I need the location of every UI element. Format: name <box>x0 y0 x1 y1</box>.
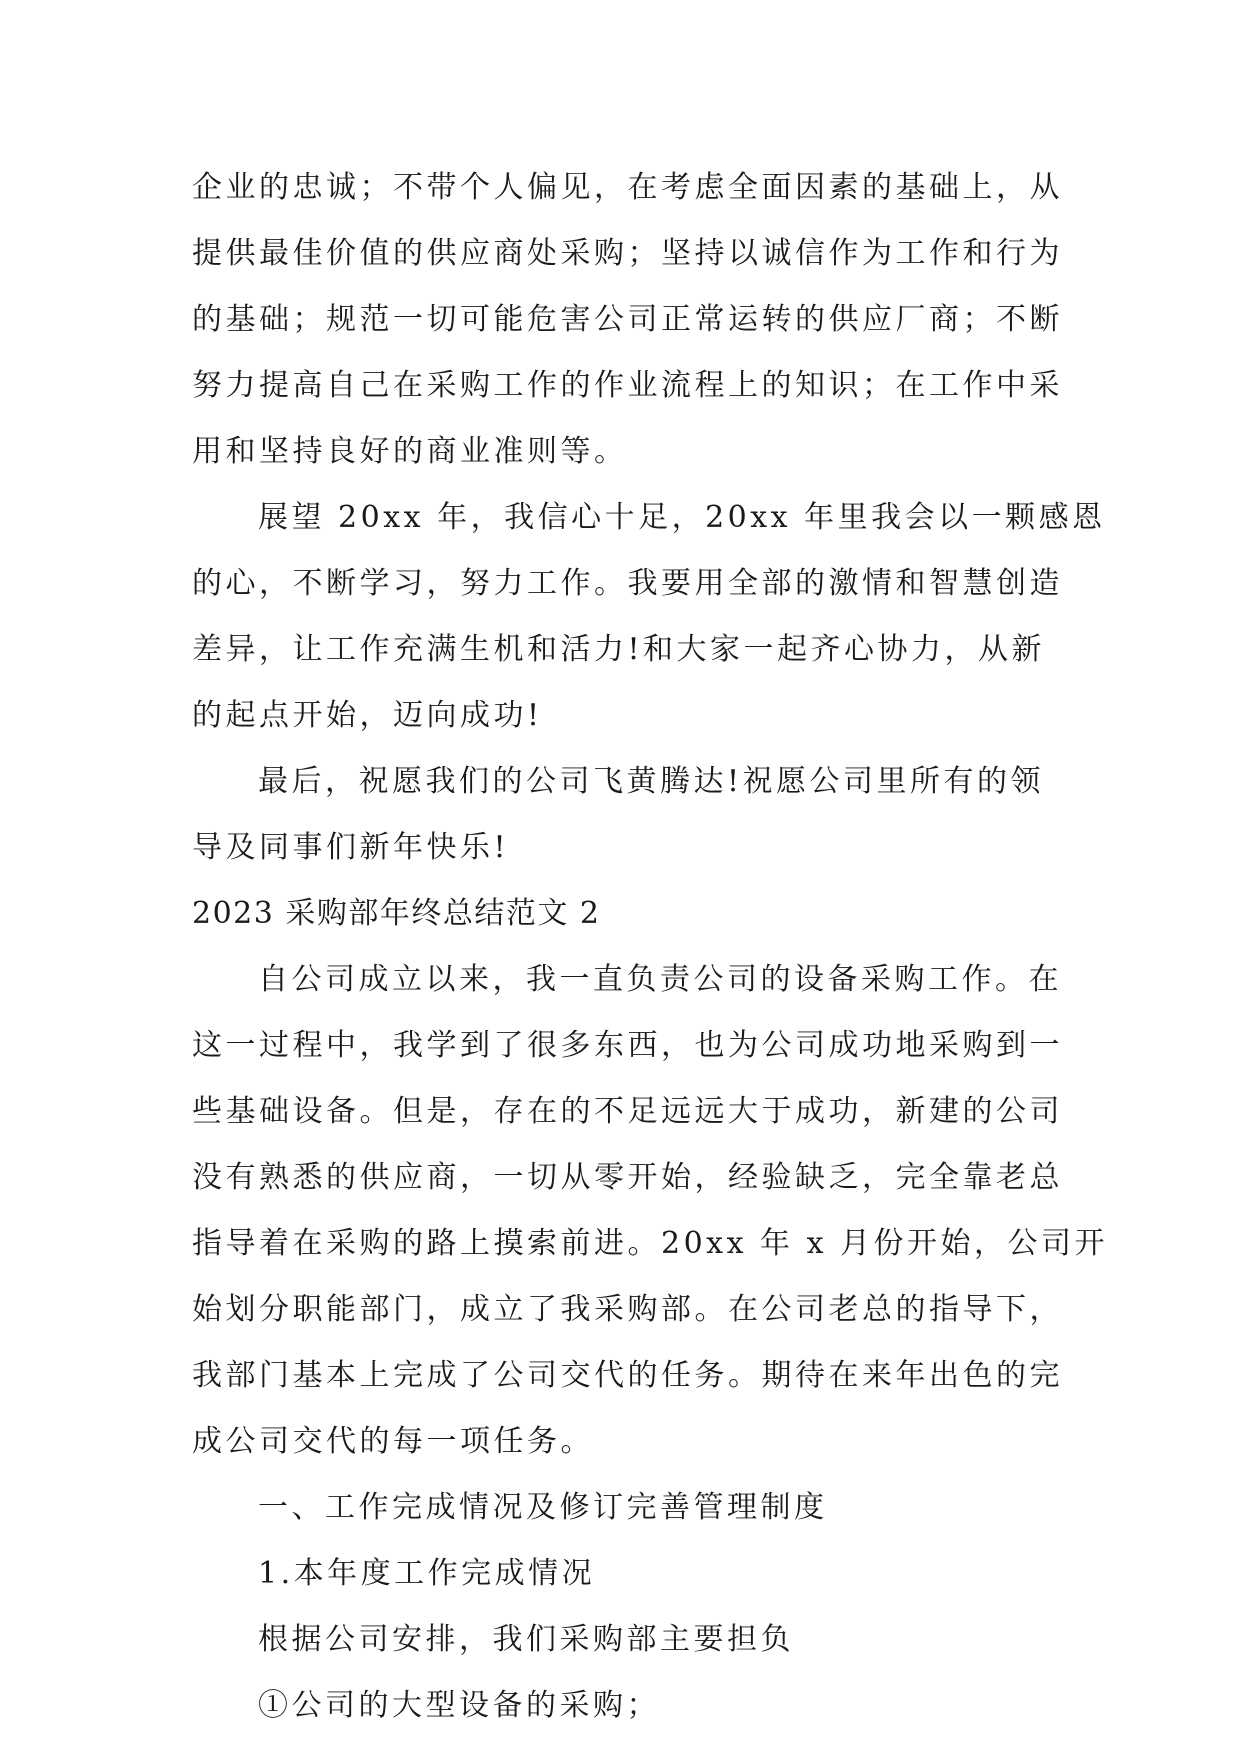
paragraph-start-line: 根据公司安排，我们采购部主要担负 <box>258 1622 794 1657</box>
text-line: 的基础；规范一切可能危害公司正常运转的供应厂商；不断 <box>192 302 1063 337</box>
section-heading: 2023 采购部年终总结范文 2 <box>192 896 601 931</box>
text-line: 努力提高自己在采购工作的作业流程上的知识；在工作中采 <box>192 368 1063 403</box>
paragraph-start-line: 自公司成立以来，我一直负责公司的设备采购工作。在 <box>258 962 1062 997</box>
text-line: 提供最佳价值的供应商处采购；坚持以诚信作为工作和行为 <box>192 236 1063 271</box>
text-line: 始划分职能部门，成立了我采购部。在公司老总的指导下， <box>192 1292 1063 1327</box>
subheading-line: 一、工作完成情况及修订完善管理制度 <box>258 1490 828 1525</box>
text-line: 成公司交代的每一项任务。 <box>192 1424 594 1459</box>
text-line: 差异，让工作充满生机和活力!和大家一起齐心协力，从新 <box>192 632 1046 667</box>
text-line: 指导着在采购的路上摸索前进。20xx 年 x 月份开始，公司开 <box>192 1226 1109 1261</box>
paragraph-start-line: 展望 20xx 年，我信心十足，20xx 年里我会以一颗感恩 <box>258 500 1106 535</box>
text-line: 我部门基本上完成了公司交代的任务。期待在来年出色的完 <box>192 1358 1063 1393</box>
text-line: 的心，不断学习，努力工作。我要用全部的激情和智慧创造 <box>192 566 1063 601</box>
subheading-line: 1.本年度工作完成情况 <box>258 1556 596 1591</box>
text-line: 的起点开始，迈向成功! <box>192 698 543 733</box>
text-line: 没有熟悉的供应商，一切从零开始，经验缺乏，完全靠老总 <box>192 1160 1063 1195</box>
text-line: 企业的忠诚；不带个人偏见，在考虑全面因素的基础上，从 <box>192 170 1063 205</box>
text-line: 用和坚持良好的商业准则等。 <box>192 434 628 469</box>
list-item-line: ①公司的大型设备的采购； <box>258 1688 660 1723</box>
text-line: 些基础设备。但是，存在的不足远远大于成功，新建的公司 <box>192 1094 1063 1129</box>
text-line: 这一过程中，我学到了很多东西，也为公司成功地采购到一 <box>192 1028 1063 1063</box>
text-line: 导及同事们新年快乐! <box>192 830 510 865</box>
document-body <box>192 155 1109 1739</box>
paragraph-start-line: 最后，祝愿我们的公司飞黄腾达!祝愿公司里所有的领 <box>258 764 1045 799</box>
